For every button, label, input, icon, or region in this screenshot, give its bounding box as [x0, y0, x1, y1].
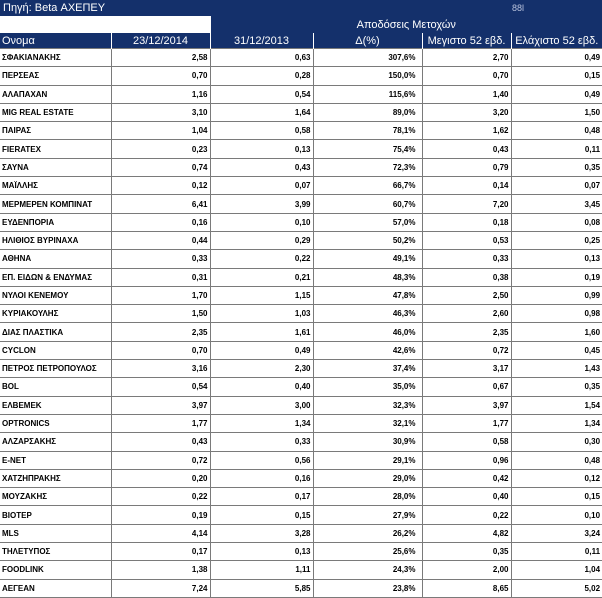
table-row — [0, 231, 602, 249]
high-52w-cell: 3,20 — [422, 103, 511, 121]
low-52w-cell: 0,98 — [511, 305, 602, 323]
price-2014-cell: 0,20 — [111, 469, 210, 487]
price-2013-cell: 3,00 — [210, 396, 313, 414]
price-2014-cell: 0,22 — [111, 488, 210, 506]
change-pct-cell: 57,0% — [313, 213, 422, 231]
high-52w-cell: 2,70 — [422, 49, 511, 67]
source-bar — [0, 0, 602, 16]
performance-group-header: Αποδόσεις Μετοχών — [210, 16, 602, 33]
price-2014-cell: 2,58 — [111, 49, 210, 67]
stock-name-cell: ΠΕΤΡΟΣ ΠΕΤΡΟΠΟΥΛΟΣ — [0, 360, 111, 378]
change-pct-cell: 30,9% — [313, 433, 422, 451]
table-row — [0, 195, 602, 213]
high-52w-cell: 0,70 — [422, 67, 511, 85]
price-2013-cell: 0,43 — [210, 158, 313, 176]
change-pct-cell: 46,0% — [313, 323, 422, 341]
price-2013-cell: 3,28 — [210, 524, 313, 542]
change-pct-cell: 27,9% — [313, 506, 422, 524]
change-pct-cell: 25,6% — [313, 543, 422, 561]
table-row — [0, 140, 602, 158]
stock-name-cell: ΕΥΔΕΝΠΟΡΙΑ — [0, 213, 111, 231]
price-2014-cell: 3,16 — [111, 360, 210, 378]
low-52w-cell: 0,30 — [511, 433, 602, 451]
price-2013-cell: 0,56 — [210, 451, 313, 469]
high-52w-cell: 2,00 — [422, 561, 511, 579]
high-52w-cell: 1,40 — [422, 85, 511, 103]
price-2014-cell: 4,14 — [111, 524, 210, 542]
table-row — [0, 85, 602, 103]
change-pct-cell: 72,3% — [313, 158, 422, 176]
low-52w-cell: 1,43 — [511, 360, 602, 378]
low-52w-cell: 0,35 — [511, 378, 602, 396]
low-52w-cell: 0,49 — [511, 85, 602, 103]
low-52w-cell: 0,19 — [511, 268, 602, 286]
change-pct-cell: 47,8% — [313, 286, 422, 304]
stock-name-cell: MIG REAL ESTATE — [0, 103, 111, 121]
stock-name-cell: ΤΗΛΕΤΥΠΟΣ — [0, 543, 111, 561]
price-2014-cell: 1,70 — [111, 286, 210, 304]
price-2014-cell: 0,44 — [111, 231, 210, 249]
price-2013-cell: 1,34 — [210, 414, 313, 432]
price-2013-cell: 1,11 — [210, 561, 313, 579]
column-header-row — [0, 33, 602, 49]
low-52w-cell: 1,54 — [511, 396, 602, 414]
price-2013-cell: 0,33 — [210, 433, 313, 451]
stock-name-cell: MLS — [0, 524, 111, 542]
stock-name-cell: ΠΕΡΣΕΑΣ — [0, 67, 111, 85]
price-2013-cell: 3,99 — [210, 195, 313, 213]
stock-name-cell: FIERATEX — [0, 140, 111, 158]
change-pct-cell: 60,7% — [313, 195, 422, 213]
price-2013-cell: 0,22 — [210, 250, 313, 268]
low-52w-cell: 0,13 — [511, 250, 602, 268]
high-52w-cell: 0,79 — [422, 158, 511, 176]
high-52w-cell: 4,82 — [422, 524, 511, 542]
table-row — [0, 469, 602, 487]
price-2014-cell: 0,23 — [111, 140, 210, 158]
table-body — [0, 49, 602, 598]
stock-name-cell: ΑΕΓΕΑΝ — [0, 579, 111, 597]
stock-name-cell: E-NET — [0, 451, 111, 469]
column-header-change: Δ(%) — [313, 33, 422, 49]
stock-name-cell: ΝΥΛΟΙ ΚΕΝΕΜΟΥ — [0, 286, 111, 304]
price-2013-cell: 0,10 — [210, 213, 313, 231]
stock-name-cell: ΣΦΑΚΙΑΝΑΚΗΣ — [0, 49, 111, 67]
stock-name-cell: ΧΑΤΖΗΠΡΑΚΗΣ — [0, 469, 111, 487]
high-52w-cell: 0,22 — [422, 506, 511, 524]
source-label: Πηγή: Beta ΑΧΕΠΕΥ — [3, 2, 106, 14]
table-row — [0, 286, 602, 304]
price-2013-cell: 0,16 — [210, 469, 313, 487]
table-row — [0, 305, 602, 323]
price-2014-cell: 3,97 — [111, 396, 210, 414]
change-pct-cell: 46,3% — [313, 305, 422, 323]
low-52w-cell: 0,07 — [511, 177, 602, 195]
price-2014-cell: 0,72 — [111, 451, 210, 469]
low-52w-cell: 0,11 — [511, 543, 602, 561]
change-pct-cell: 150,0% — [313, 67, 422, 85]
top-code: 88l — [512, 3, 525, 13]
price-2014-cell: 0,70 — [111, 341, 210, 359]
change-pct-cell: 49,1% — [313, 250, 422, 268]
table-row — [0, 579, 602, 597]
low-52w-cell: 0,15 — [511, 67, 602, 85]
high-52w-cell: 0,33 — [422, 250, 511, 268]
price-2013-cell: 0,07 — [210, 177, 313, 195]
low-52w-cell: 0,12 — [511, 469, 602, 487]
stock-performance-table — [0, 16, 602, 598]
table-row — [0, 396, 602, 414]
price-2013-cell: 0,17 — [210, 488, 313, 506]
table-row — [0, 414, 602, 432]
low-52w-cell: 1,50 — [511, 103, 602, 121]
high-52w-cell: 0,40 — [422, 488, 511, 506]
stock-name-cell: ΑΛΖΑΡΣΑΚΗΣ — [0, 433, 111, 451]
change-pct-cell: 29,1% — [313, 451, 422, 469]
change-pct-cell: 75,4% — [313, 140, 422, 158]
high-52w-cell: 3,17 — [422, 360, 511, 378]
table-row — [0, 49, 602, 67]
low-52w-cell: 1,60 — [511, 323, 602, 341]
low-52w-cell: 3,45 — [511, 195, 602, 213]
price-2014-cell: 0,74 — [111, 158, 210, 176]
low-52w-cell: 1,34 — [511, 414, 602, 432]
price-2014-cell: 0,12 — [111, 177, 210, 195]
price-2014-cell: 0,54 — [111, 378, 210, 396]
price-2013-cell: 0,28 — [210, 67, 313, 85]
price-2013-cell: 1,61 — [210, 323, 313, 341]
table-row — [0, 67, 602, 85]
price-2014-cell: 0,19 — [111, 506, 210, 524]
price-2013-cell: 1,64 — [210, 103, 313, 121]
change-pct-cell: 42,6% — [313, 341, 422, 359]
price-2013-cell: 0,58 — [210, 122, 313, 140]
stock-name-cell: OPTRONICS — [0, 414, 111, 432]
high-52w-cell: 0,53 — [422, 231, 511, 249]
stock-name-cell: ΔΙΑΣ ΠΛΑΣΤΙΚΑ — [0, 323, 111, 341]
high-52w-cell: 0,58 — [422, 433, 511, 451]
change-pct-cell: 48,3% — [313, 268, 422, 286]
change-pct-cell: 307,6% — [313, 49, 422, 67]
change-pct-cell: 78,1% — [313, 122, 422, 140]
column-header-price-2014: 23/12/2014 — [111, 33, 210, 49]
price-2014-cell: 2,35 — [111, 323, 210, 341]
low-52w-cell: 1,04 — [511, 561, 602, 579]
high-52w-cell: 0,96 — [422, 451, 511, 469]
high-52w-cell: 1,62 — [422, 122, 511, 140]
table-row — [0, 524, 602, 542]
column-header-52w-low: Ελάχιστο 52 εβδ. — [511, 33, 602, 49]
high-52w-cell: 0,43 — [422, 140, 511, 158]
low-52w-cell: 5,02 — [511, 579, 602, 597]
low-52w-cell: 0,11 — [511, 140, 602, 158]
price-2014-cell: 3,10 — [111, 103, 210, 121]
group-header-row — [0, 16, 602, 33]
table-row — [0, 378, 602, 396]
price-2014-cell: 1,16 — [111, 85, 210, 103]
table-row — [0, 213, 602, 231]
table-row — [0, 433, 602, 451]
high-52w-cell: 2,35 — [422, 323, 511, 341]
low-52w-cell: 0,48 — [511, 451, 602, 469]
low-52w-cell: 0,48 — [511, 122, 602, 140]
table-row — [0, 323, 602, 341]
stock-name-cell: ΣΑΥΝΑ — [0, 158, 111, 176]
column-header-name: Ονομα — [0, 33, 111, 49]
column-header-52w-high: Μεγιστο 52 εβδ. — [422, 33, 511, 49]
price-2013-cell: 0,13 — [210, 543, 313, 561]
table-row — [0, 341, 602, 359]
price-2014-cell: 0,70 — [111, 67, 210, 85]
table-row — [0, 488, 602, 506]
price-2014-cell: 0,17 — [111, 543, 210, 561]
price-2014-cell: 6,41 — [111, 195, 210, 213]
table-row — [0, 451, 602, 469]
price-2013-cell: 0,13 — [210, 140, 313, 158]
stock-name-cell: ΚΥΡΙΑΚΟΥΛΗΣ — [0, 305, 111, 323]
price-2014-cell: 1,77 — [111, 414, 210, 432]
high-52w-cell: 0,18 — [422, 213, 511, 231]
low-52w-cell: 0,10 — [511, 506, 602, 524]
change-pct-cell: 37,4% — [313, 360, 422, 378]
low-52w-cell: 3,24 — [511, 524, 602, 542]
price-2013-cell: 1,15 — [210, 286, 313, 304]
stock-name-cell: ΑΘΗΝΑ — [0, 250, 111, 268]
low-52w-cell: 0,08 — [511, 213, 602, 231]
stock-name-cell: CYCLON — [0, 341, 111, 359]
price-2014-cell: 1,50 — [111, 305, 210, 323]
price-2014-cell: 0,33 — [111, 250, 210, 268]
low-52w-cell: 0,99 — [511, 286, 602, 304]
high-52w-cell: 2,60 — [422, 305, 511, 323]
price-2014-cell: 7,24 — [111, 579, 210, 597]
table-row — [0, 158, 602, 176]
high-52w-cell: 8,65 — [422, 579, 511, 597]
low-52w-cell: 0,49 — [511, 49, 602, 67]
column-header-price-2013: 31/12/2013 — [210, 33, 313, 49]
stock-name-cell: ΠΑΙΡΑΣ — [0, 122, 111, 140]
price-2014-cell: 0,16 — [111, 213, 210, 231]
price-2013-cell: 0,29 — [210, 231, 313, 249]
stock-name-cell: BOL — [0, 378, 111, 396]
price-2014-cell: 1,04 — [111, 122, 210, 140]
price-2013-cell: 0,49 — [210, 341, 313, 359]
price-2013-cell: 2,30 — [210, 360, 313, 378]
high-52w-cell: 1,77 — [422, 414, 511, 432]
price-2013-cell: 0,40 — [210, 378, 313, 396]
stock-name-cell: ΗΛΙΘΙΟΣ ΒΥΡΙΝΑΧΑ — [0, 231, 111, 249]
table-row — [0, 543, 602, 561]
price-2014-cell: 0,43 — [111, 433, 210, 451]
high-52w-cell: 2,50 — [422, 286, 511, 304]
low-52w-cell: 0,15 — [511, 488, 602, 506]
change-pct-cell: 115,6% — [313, 85, 422, 103]
price-2013-cell: 0,15 — [210, 506, 313, 524]
change-pct-cell: 28,0% — [313, 488, 422, 506]
high-52w-cell: 0,72 — [422, 341, 511, 359]
price-2013-cell: 1,03 — [210, 305, 313, 323]
change-pct-cell: 89,0% — [313, 103, 422, 121]
table-row — [0, 561, 602, 579]
high-52w-cell: 0,38 — [422, 268, 511, 286]
price-2013-cell: 0,63 — [210, 49, 313, 67]
change-pct-cell: 23,8% — [313, 579, 422, 597]
high-52w-cell: 0,42 — [422, 469, 511, 487]
stock-name-cell: ΜΕΡΜΕΡΕΝ ΚΟΜΠΙΝΑΤ — [0, 195, 111, 213]
price-2014-cell: 0,31 — [111, 268, 210, 286]
table-row — [0, 360, 602, 378]
high-52w-cell: 3,97 — [422, 396, 511, 414]
change-pct-cell: 35,0% — [313, 378, 422, 396]
price-2013-cell: 0,21 — [210, 268, 313, 286]
stock-name-cell: FOODLINK — [0, 561, 111, 579]
high-52w-cell: 0,14 — [422, 177, 511, 195]
low-52w-cell: 0,25 — [511, 231, 602, 249]
change-pct-cell: 32,3% — [313, 396, 422, 414]
table-row — [0, 103, 602, 121]
change-pct-cell: 24,3% — [313, 561, 422, 579]
stock-name-cell: ΜΑΪΛΛΗΣ — [0, 177, 111, 195]
change-pct-cell: 50,2% — [313, 231, 422, 249]
stock-name-cell: ΑΛΑΠΑΧΑΝ — [0, 85, 111, 103]
price-2013-cell: 0,54 — [210, 85, 313, 103]
stock-name-cell: ΕΛΒΕΜΕΚ — [0, 396, 111, 414]
high-52w-cell: 7,20 — [422, 195, 511, 213]
change-pct-cell: 26,2% — [313, 524, 422, 542]
change-pct-cell: 32,1% — [313, 414, 422, 432]
high-52w-cell: 0,67 — [422, 378, 511, 396]
table-row — [0, 177, 602, 195]
table-row — [0, 122, 602, 140]
change-pct-cell: 29,0% — [313, 469, 422, 487]
stock-name-cell: ΜΟΥΖΑΚΗΣ — [0, 488, 111, 506]
change-pct-cell: 66,7% — [313, 177, 422, 195]
high-52w-cell: 0,35 — [422, 543, 511, 561]
price-2014-cell: 1,38 — [111, 561, 210, 579]
table-row — [0, 506, 602, 524]
low-52w-cell: 0,45 — [511, 341, 602, 359]
stock-name-cell: ΕΠ. ΕΙΔΩΝ & ΕΝΔΥΜΑΣ — [0, 268, 111, 286]
table-row — [0, 250, 602, 268]
table-row — [0, 268, 602, 286]
price-2013-cell: 5,85 — [210, 579, 313, 597]
low-52w-cell: 0,35 — [511, 158, 602, 176]
stock-name-cell: ΒΙΟΤΕΡ — [0, 506, 111, 524]
